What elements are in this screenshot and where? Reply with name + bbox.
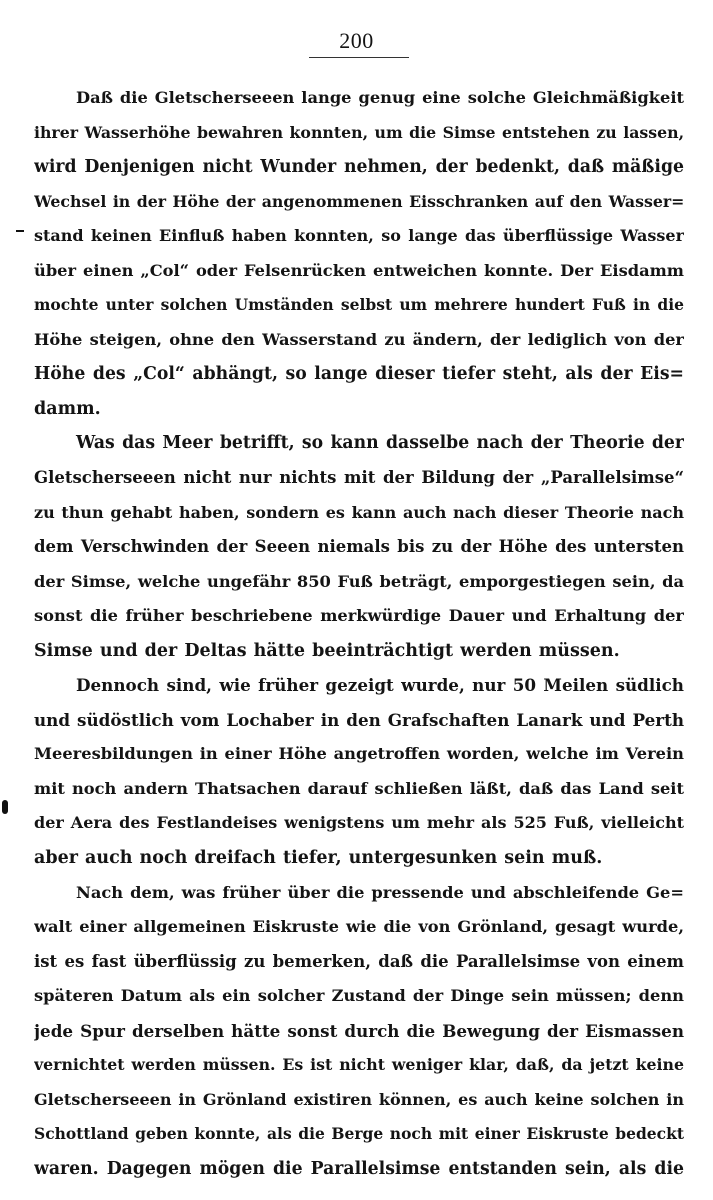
paragraph-1 — [34, 81, 684, 426]
text-line: Höhe steigen, ohne den Wasserstand zu ändern, der lediglich von der — [34, 329, 684, 349]
text-line: und südöstlich vom Lochaber in den Grafschaften Lanark und Perth — [34, 709, 684, 730]
paragraph-4 — [34, 876, 684, 1187]
text-line: stand keinen Einfluß haben konnten, so lange das überflüssige Wasser — [34, 226, 684, 246]
text-line: Was das Meer betrifft, so kann dasselbe nach der Theorie der — [76, 433, 684, 454]
text-line: mit noch andern Thatsachen darauf schließen läßt, daß das Land seit — [34, 778, 684, 798]
text-line: mochte unter solchen Umständen selbst um mehrere hundert Fuß in die — [34, 295, 684, 315]
text-line: Dennoch sind, wie früher gezeigt wurde, nur 50 Meilen südlich — [76, 675, 684, 696]
text-line: jede Spur derselben hätte sonst durch die Bewegung der Eismassen — [34, 1020, 684, 1041]
text-line: über einen „Col“ oder Felsenrücken entweichen konnte. Der Eisdamm — [34, 260, 684, 280]
text-line: Höhe des „Col“ abhängt, so lange dieser tiefer steht, als der Eis= — [34, 364, 684, 385]
text-line: ihrer Wasserhöhe bewahren konnten, um die Simse entstehen zu lassen, — [34, 122, 684, 142]
margin-mark-dash — [16, 230, 24, 232]
paragraph-3 — [34, 668, 684, 875]
text-line: zu thun gehabt haben, sondern es kann auch nach dieser Theorie nach — [34, 502, 684, 522]
header-rule — [309, 57, 409, 58]
text-line: Simse und der Deltas hätte beeinträchtigt werden müssen. — [34, 640, 620, 661]
text-line: Schottland geben konnte, als die Berge noch mit einer Eiskruste bedeckt — [34, 1124, 684, 1144]
body-text — [34, 81, 684, 1187]
text-line: dem Verschwinden der Seeen niemals bis zu der Höhe des untersten — [34, 537, 684, 557]
text-line: aber auch noch dreifach tiefer, untergesunken sein muß. — [34, 848, 603, 869]
text-line: Gletscherseeen in Grönland existiren können, es auch keine solchen in — [34, 1089, 684, 1109]
margin-mark-dot — [2, 800, 8, 814]
text-line: Daß die Gletscherseeen lange genug eine solche Gleichmäßigkeit — [76, 88, 684, 107]
text-line: vernichtet werden müssen. Es ist nicht weniger klar, daß, da jetzt keine — [34, 1055, 684, 1075]
text-line: wird Denjenigen nicht Wunder nehmen, der bedenkt, daß mäßige — [34, 157, 684, 178]
text-line: der Aera des Festlandeises wenigstens um mehr als 525 Fuß, vielleicht — [34, 813, 684, 833]
paragraph-2 — [34, 426, 684, 668]
text-line: sonst die früher beschriebene merkwürdige Dauer und Erhaltung der — [34, 606, 684, 626]
text-line: walt einer allgemeinen Eiskruste wie die von Grönland, gesagt wurde, — [34, 917, 684, 937]
text-line: der Simse, welche ungefähr 850 Fuß beträgt, emporgestiegen sein, da — [34, 571, 684, 591]
text-line: waren. Dagegen mögen die Parallelsimse entstanden sein, als die — [34, 1158, 684, 1179]
text-line: späteren Datum als ein solcher Zustand der Dinge sein müssen; denn — [34, 986, 684, 1006]
page-number: 200 — [339, 28, 374, 53]
text-line: ist es fast überflüssig zu bemerken, daß die Parallelsimse von einem — [34, 951, 684, 971]
text-line: Gletscherseeen nicht nur nichts mit der Bildung der „Parallelsimse“ — [34, 468, 684, 488]
text-line: Nach dem, was früher über die pressende und abschleifende Ge= — [76, 882, 684, 902]
text-line: damm. — [34, 398, 101, 419]
text-line: Wechsel in der Höhe der angenommenen Eisschranken auf den Wasser= — [34, 191, 684, 211]
text-line: Meeresbildungen in einer Höhe angetroffen worden, welche im Verein — [34, 744, 684, 764]
